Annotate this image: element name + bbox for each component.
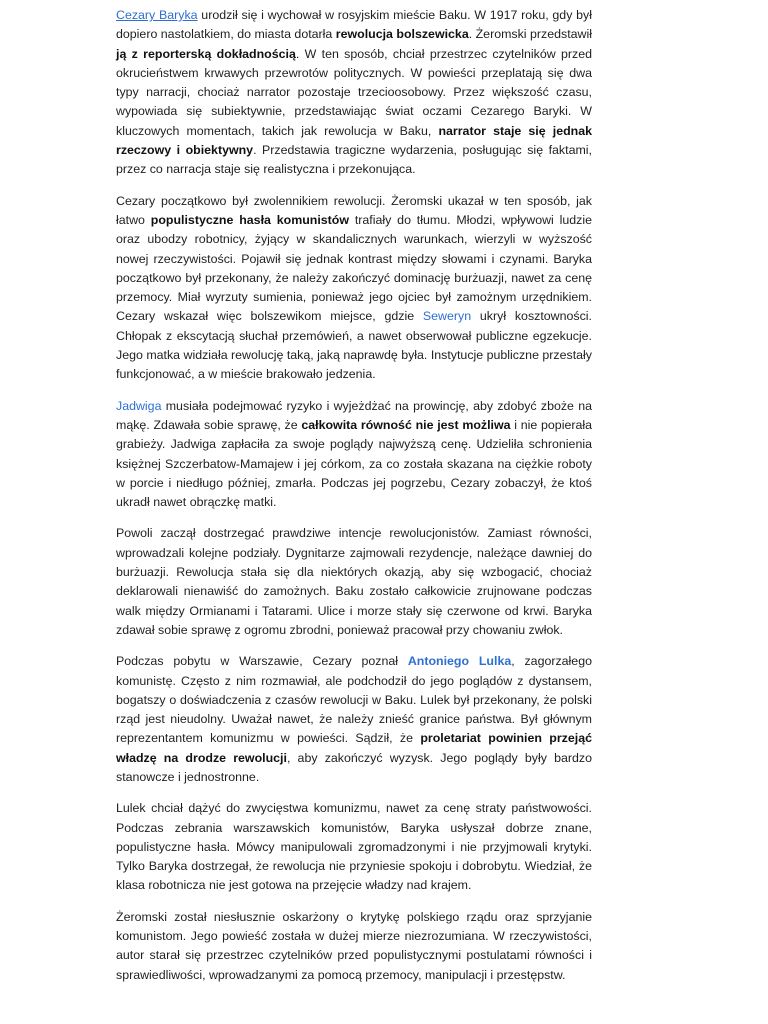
bold-text: rewolucja bolszewicka — [335, 27, 469, 42]
text-segment: , zagorzałego komunistę. Często z nim rozmawiał, ale podchodził do jego poglądów z dystansem, bogatszy o doświadczenia z czasów rewolucji w Baku. Lulek był przekonany, że polski rząd jest nieudolny. Uważał nawet, że należy znieść granice państwa. Był głównym reprezentantem komunizmu w powieści. Sądził, że — [116, 654, 592, 746]
paragraph-5 — [116, 652, 592, 787]
bold-text: całkowita równość nie jest możliwa — [301, 417, 511, 432]
paragraph-7 — [116, 908, 592, 985]
text-segment: Podczas pobytu w Warszawie, Cezary poznał — [116, 654, 408, 669]
bold-text: proletariat powinien przejąć władzę na drodze rewolucji — [116, 731, 592, 765]
text-segment: Lulek chciał dążyć do zwycięstwa komunizmu, nawet za cenę straty państwowości. Podczas zebrania warszawskich komunistów, Baryka usłyszał dobrze znane, populistyczne hasła. Mówcy manipulowali zgromadzonymi i nie przyjmowali krytyki. Tylko Baryka dostrzegał, że rewolucja nie przyniesie spokoju i dobrobytu. Wiedział, że klasa robotnicza nie jest gotowa na przejęcie władzy nad krajem. — [116, 801, 592, 893]
text-segment: ukrył kosztowności. Chłopak z ekscytacją słuchał przemówień, a nawet obserwował publiczne egzekucje. Jego matka widziała rewolucję taką, jaką naprawdę była. Instytucje publiczne przestały funkcjonować, a w mieście brakowało jedzenia. — [116, 309, 592, 382]
text-segment: Cezary początkowo był zwolennikiem rewolucji. Żeromski ukazał w ten sposób, jak łatwo — [116, 193, 592, 227]
text-segment: i nie popierała grabieży. Jadwiga zapłaciła za swoje poglądy najwyższą cenę. Udzieliła schronienia księżnej Szczerbatow-Mamajew i jej córkom, za co została skazana na ciężkie roboty w porcie i niedługo później, zmarła. Podczas jej pogrzebu, Cezary zobaczył, że ktoś ukradł nawet obrączkę matki. — [116, 417, 592, 510]
text-segment: . Przedstawia tragiczne wydarzenia, posługując się faktami, przez co narracja staje się realistyczna i przekonująca. — [116, 143, 592, 177]
bold-text: narrator staje się jednak rzeczowy i obiektywny — [116, 123, 592, 158]
paragraph-3 — [116, 397, 592, 513]
text-segment: . Żeromski przedstawił — [468, 27, 592, 42]
bold-text: populistyczne hasła komunistów — [150, 212, 350, 227]
text-segment: Żeromski został niesłusznie oskarżony o krytykę polskiego rządu oraz sprzyjanie komunistom. Jego powieść została w dużej mierze niezrozumiana. W rzeczywistości, autor starał się przestrzec czytelników przed populistycznymi postulatami równości i sprawiedliwości, wprowadzanymi za pomocą przemocy, manipulacji i przestępstw. — [116, 909, 592, 982]
text-segment: . W ten sposób, chciał przestrzec czytelników przed okrucieństwem krwawych przewrotów politycznych. W powieści przeplatają się dwa typy narracji, chociaż narrator pozostaje trzecioosobowy. Przez większość czasu, wypowiada się subiektywnie, przedstawiając świat oczami Cezarego Baryki. W kluczowych momentach, takich jak rewolucja w Baku, — [116, 46, 593, 138]
link-cezary-baryka[interactable]: Cezary Baryka — [116, 8, 198, 22]
paragraph-4 — [116, 524, 592, 640]
text-segment: Powoli zaczął dostrzegać prawdziwe intencje rewolucjonistów. Zamiast równości, wprowadzali kolejne podziały. Dygnitarze zajmowali rezydencje, należące dawniej do burżuazji. Rewolucja stała się dla niektórych okazją, aby się wzbogacić, chociaż deklarowali nienawiść do zamożnych. Baku zostało całkowicie zrujnowane podczas walk między Ormianami i Tatarami. Ulice i morze stały się czerwone od krwi. Baryka zdawał sobie sprawę z ogromu zbrodni, ponieważ pracował przy chowaniu zwłok. — [116, 526, 592, 637]
text-segment: musiała podejmować ryzyko i wyjeżdżać na prowincję, aby zdobyć zboże na mąkę. Zdawała sobie sprawę, że — [116, 398, 592, 432]
text-segment: urodził się i wychował w rosyjskim mieście Baku. W 1917 roku, gdy był dopiero nastolatkiem, do miasta dotarła — [116, 8, 592, 42]
link-jadwiga[interactable]: Jadwiga — [116, 398, 162, 413]
text-segment: trafiały do tłumu. Młodzi, wpływowi ludzie oraz ubodzy robotnicy, żyjący w skandalicznych warunkach, wierzyli w wyższość nowej rzeczywistości. Pojawił się jednak kontrast między słowami i czynami. Baryka początkowo był przekonany, że należy zakończyć dominację burżuazji, nawet za cenę przemocy. Miał wyrzuty sumienia, ponieważ jego ojciec był zamożnym urzędnikiem. Cezary wskazał więc bolszewikom miejsce, gdzie — [116, 212, 592, 324]
document-body — [116, 6, 592, 997]
link-seweryn[interactable]: Seweryn — [422, 309, 472, 324]
paragraph-6 — [116, 799, 592, 895]
text-segment: , aby zakończyć wyzysk. Jego poglądy były bardzo stanowcze i jednostronne. — [116, 750, 592, 784]
paragraph-1 — [116, 6, 592, 180]
bold-text: ją z reporterską dokładnością — [116, 46, 296, 61]
link-antoniego-lulka[interactable]: Antoniego Lulka — [407, 654, 512, 669]
paragraph-2 — [116, 192, 592, 385]
